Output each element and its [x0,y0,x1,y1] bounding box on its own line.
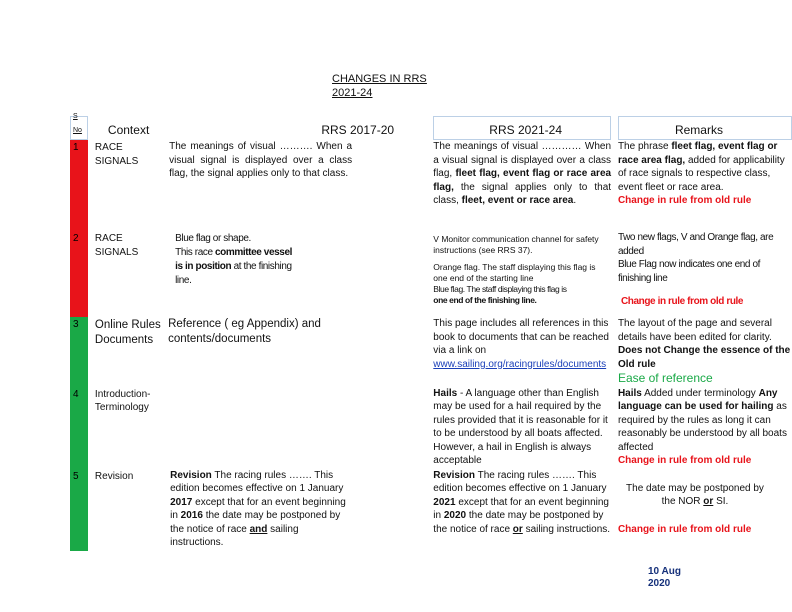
new-rule-text: Hails - A language other than English may be used for a hail required by the rules provided that it is reasonable for it to be understood by all boats affected. However, a hail in English is always acceptable [433,387,608,466]
remarks-text: The layout of the page and several details have been edited for clarity. Does not Change the essence of the Old rule Ease of reference [617,318,791,385]
row-context: Introduction- Terminology [94,388,151,413]
old-rule-text [168,387,426,469]
documents-link[interactable]: www.sailing.org/racingrules/documents [433,358,607,370]
old-rule-text: The meanings of visual ………. When a visual signal is displayed over a class flag, the signal applies only to that class. [169,141,353,179]
header-sno: S No [70,116,88,140]
row-number: 4 [70,387,88,469]
header-context: Context [107,122,150,137]
new-rule-text: This page includes all references in this book to documents that can be reached via a link on www.sailing.org/racingrules/documents [433,318,609,370]
title-line-1: CHANGES IN RRS [332,73,427,85]
table-row [70,469,792,551]
old-rule-text: Reference ( eg Appendix) and contents/documents [168,318,321,345]
remarks-text: Two new flags, V and Orange flag, are added Blue Flag now indicates one end of finishing line Change in rule from old rule [617,232,774,307]
old-rule-text: Revision The racing rules ……. This edition becomes effective on 1 January 2017 except that for an event beginning in 2016 the date may be postponed by the notice of race and sailing instructions. [170,469,346,548]
remarks-text: The phrase fleet flag, event flag or race area flag, added for applicability of race signals to respective class, event fleet or race area. Change in rule from old rule [617,141,785,206]
old-rule-text: Blue flag or shape. This race committee vessel is in position at the finishing line. [175,233,292,286]
header-new: RRS 2021-24 [433,116,611,140]
table-row [70,387,792,469]
new-rule-text: V Monitor communication channel for safety instructions (see RRS 37). Orange flag. The staff displaying this flag is one end of the starting line Blue flag. The staff displaying this flag is one end of the finishing line. [433,234,599,305]
new-rule-text: The meanings of visual ………… When a visual signal is displayed over a class flag, fleet flag, event flag or race area flag, the signal applies only to that class, fleet, event or race area. [433,141,612,206]
table-row [70,231,792,317]
new-rule-text: Revision The racing rules ……. This edition becomes effective on 1 January 2021 except that for an event beginning in 2020 the date may be postponed by the notice of race or sailing instructions. [433,469,611,535]
row-number: 3 [70,317,88,387]
changes-table [70,113,792,551]
title-line-2: 2021-24 [332,87,373,99]
date-stamp: 10 Aug 2020 [648,566,681,589]
page-title [332,72,427,100]
remarks-text: Hails Added under terminology Any language can be used for hailing as required by the rules as long it can reasonably be understood by all boats affected Change in rule from old rule [617,387,787,466]
row-context: RACE SIGNALS [94,233,139,258]
row-context: Online Rules Documents [94,319,161,346]
row-context: Revision [94,470,134,482]
row-number: 2 [70,231,88,317]
header-remarks: Remarks [618,116,792,140]
row-number: 1 [70,140,88,231]
table-row [70,317,792,387]
table-row [70,140,792,231]
header-old: RRS 2017-20 [265,116,426,140]
row-context: RACE SIGNALS [94,142,139,167]
remarks-text: The date may be postponed by the NOR or SI. Change in rule from old rule [617,482,764,535]
header-row [70,116,792,140]
row-number: 5 [70,469,88,551]
